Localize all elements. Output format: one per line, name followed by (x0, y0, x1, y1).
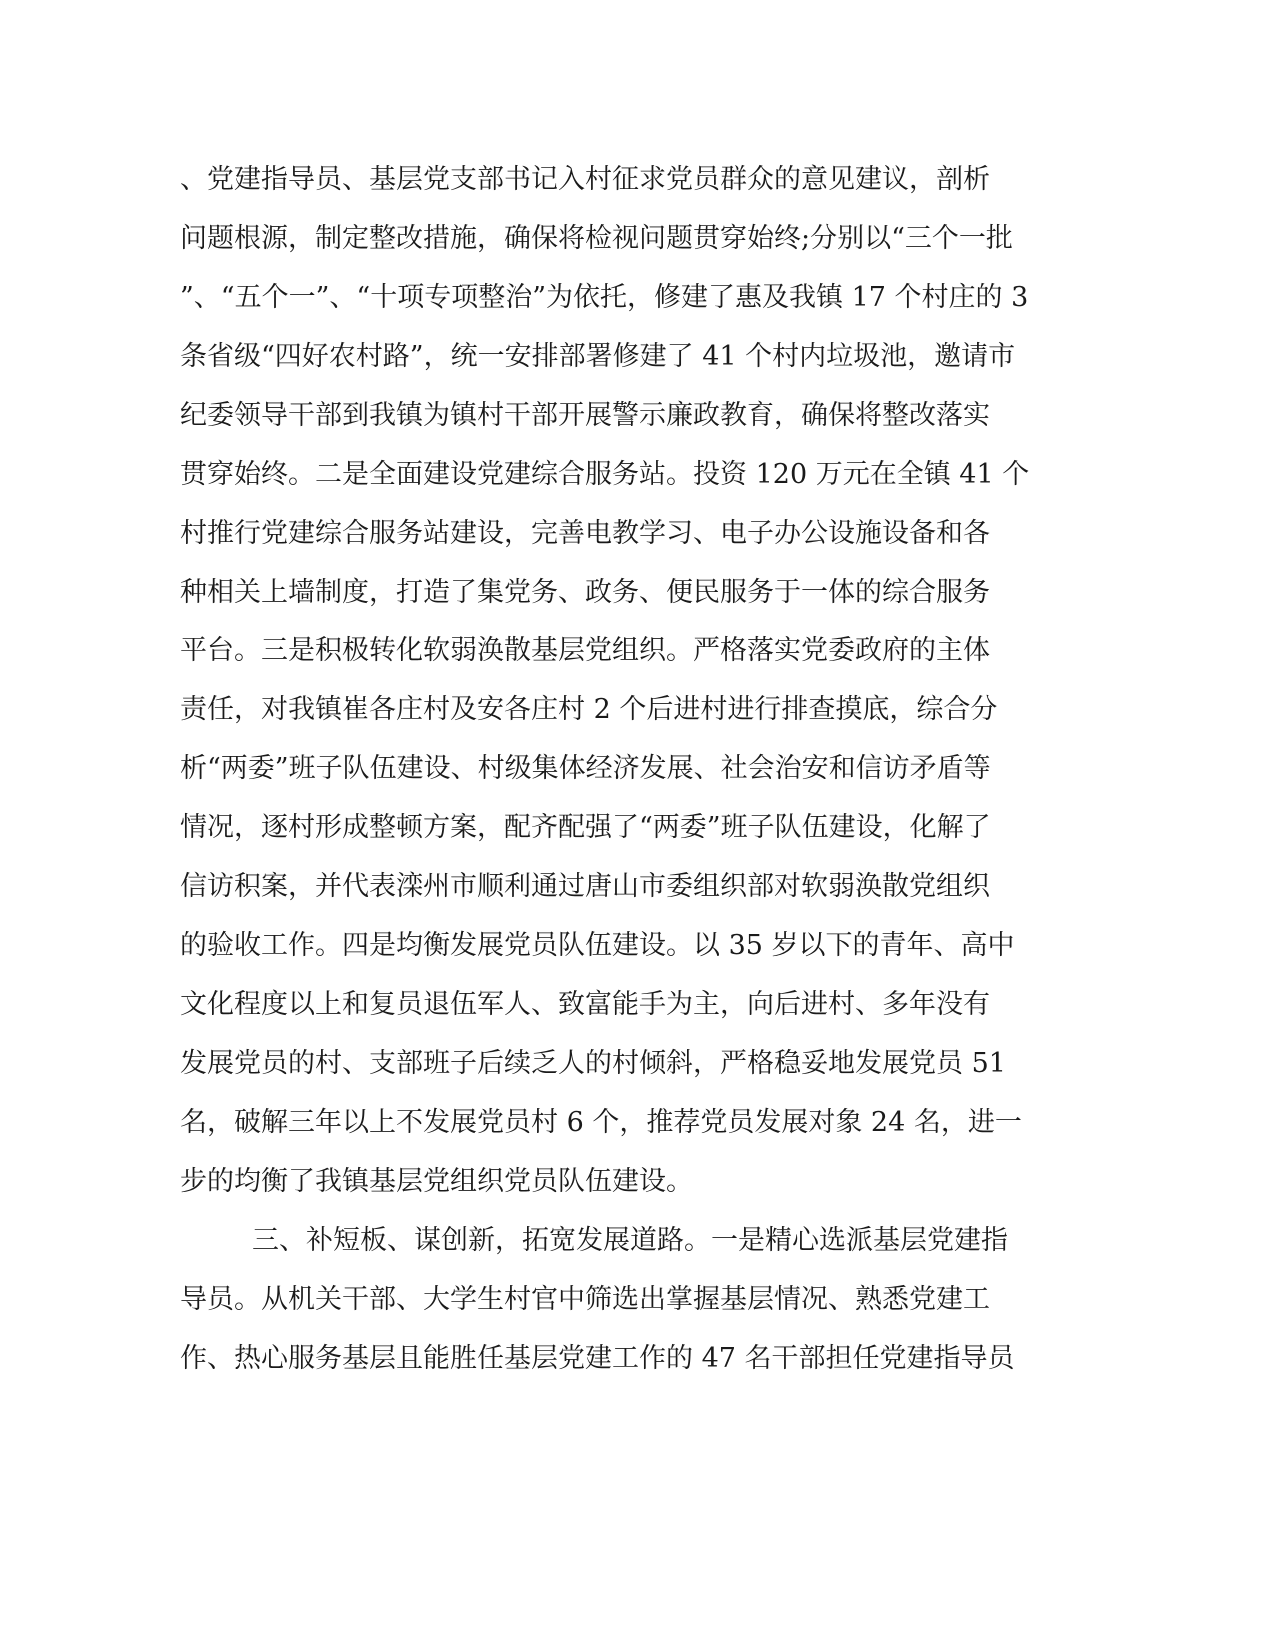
text-line: 作、热心服务基层且能胜任基层党建工作的 47 名干部担任党建指导员 (180, 1343, 1015, 1374)
text-line: 平台。三是积极转化软弱涣散基层党组织。严格落实党委政府的主体 (180, 635, 990, 666)
text-line: 信访积案，并代表滦州市顺利通过唐山市委组织部对软弱涣散党组织 (180, 871, 990, 902)
text-line: 条省级“四好农村路”，统一安排部署修建了 41 个村内垃圾池，邀请市 (180, 341, 1016, 372)
text-line: 的验收工作。四是均衡发展党员队伍建设。以 35 岁以下的青年、高中 (180, 930, 1015, 961)
text-line: 种相关上墙制度，打造了集党务、政务、便民服务于一体的综合服务 (180, 577, 990, 608)
text-line: 发展党员的村、支部班子后续乏人的村倾斜，严格稳妥地发展党员 51 (180, 1048, 1006, 1079)
text-line: 村推行党建综合服务站建设，完善电教学习、电子办公设施设备和各 (180, 518, 990, 549)
section-heading-line: 三、补短板、谋创新，拓宽发展道路。一是精心选派基层党建指 (252, 1225, 1008, 1256)
text-line: 、党建指导员、基层党支部书记入村征求党员群众的意见建议，剖析 (180, 164, 990, 195)
text-line: 导员。从机关干部、大学生村官中筛选出掌握基层情况、熟悉党建工 (180, 1284, 990, 1315)
text-line: 文化程度以上和复员退伍军人、致富能手为主，向后进村、多年没有 (180, 989, 990, 1020)
text-line: 问题根源，制定整改措施，确保将检视问题贯穿始终;分别以“三个一批 (180, 223, 1013, 254)
text-line: 步的均衡了我镇基层党组织党员队伍建设。 (180, 1166, 693, 1197)
text-line: ”、“五个一”、“十项专项整治”为依托，修建了惠及我镇 17 个村庄的 3 (180, 282, 1029, 313)
text-line: 贯穿始终。二是全面建设党建综合服务站。投资 120 万元在全镇 41 个 (180, 459, 1030, 490)
text-line: 情况，逐村形成整顿方案，配齐配强了“两委”班子队伍建设，化解了 (180, 812, 991, 843)
text-line: 责任，对我镇崔各庄村及安各庄村 2 个后进村进行排查摸底，综合分 (180, 694, 998, 725)
text-line: 析“两委”班子队伍建设、村级集体经济发展、社会治安和信访矛盾等 (180, 753, 991, 784)
text-line: 名，破解三年以上不发展党员村 6 个，推荐党员发展对象 24 名，进一 (180, 1107, 1022, 1138)
text-line: 纪委领导干部到我镇为镇村干部开展警示廉政教育，确保将整改落实 (180, 400, 990, 431)
